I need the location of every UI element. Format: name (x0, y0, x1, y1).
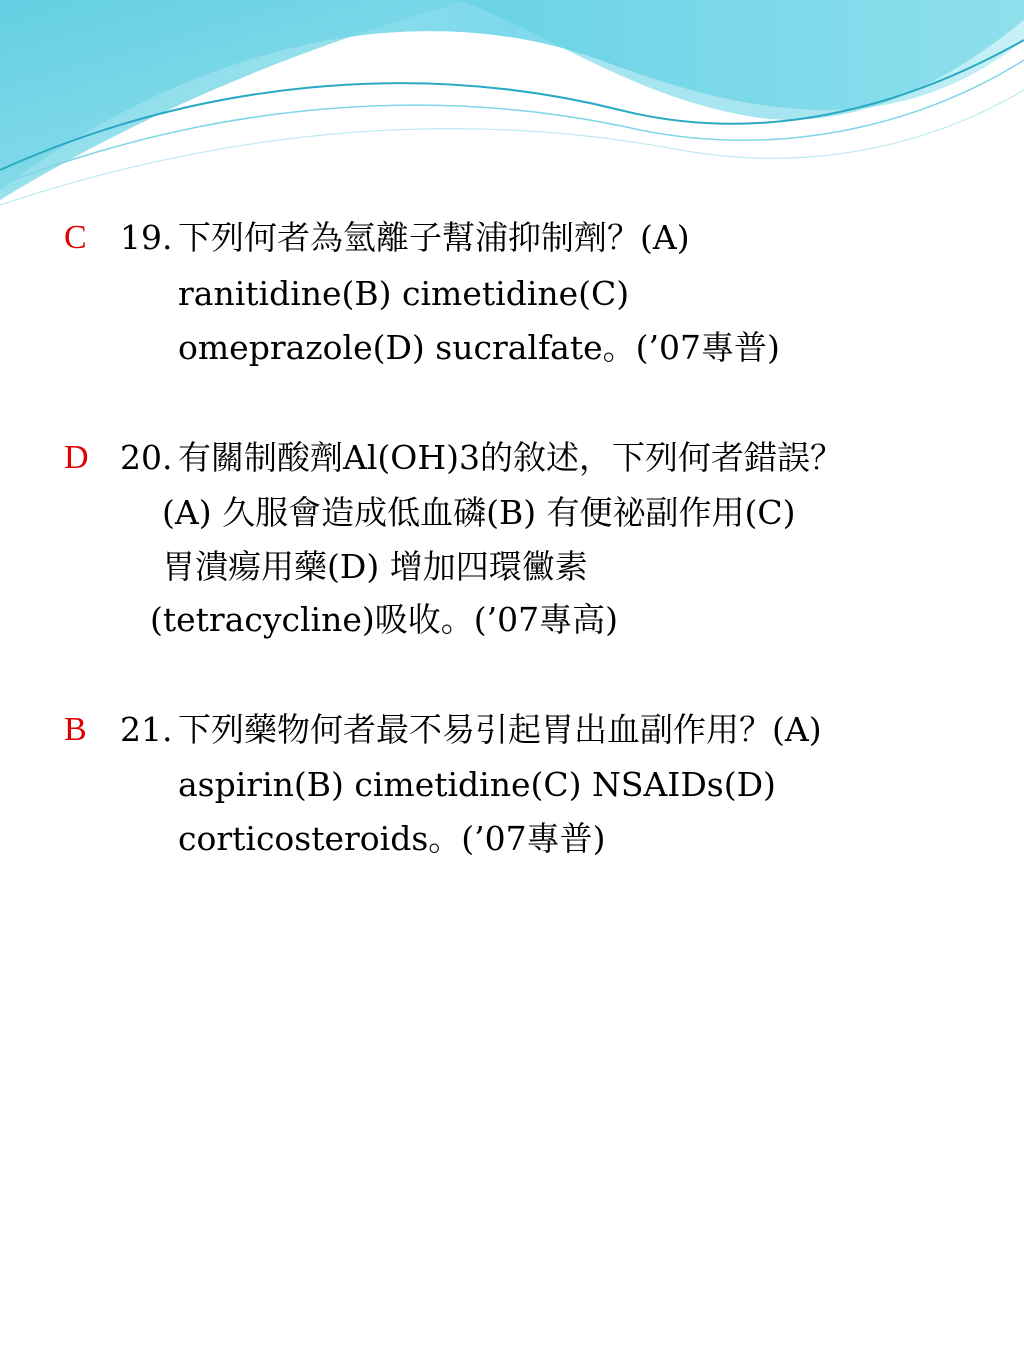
answer-letter: D (64, 439, 89, 476)
question-number: 20. (120, 438, 173, 477)
answer-letter: B (64, 711, 87, 748)
question-line: 胃潰瘍用藥(D) 增加四環黴素 (162, 547, 588, 586)
question-line: corticosteroids。(’07專普) (178, 819, 606, 858)
question-line: 有關制酸劑Al(OH)3的敘述，下列何者錯誤？ (178, 438, 843, 477)
question-number: 21. (120, 710, 173, 749)
question-line: (A) 久服會造成低血磷(B) 有便祕副作用(C) (162, 493, 796, 532)
answer-letter: C (64, 219, 87, 256)
question-line: ranitidine(B) cimetidine(C) (178, 274, 630, 313)
question-line: (tetracycline)吸收。(’07專高) (150, 600, 618, 639)
question-number: 19. (120, 218, 173, 257)
question-line: 下列何者為氫離子幫浦抑制劑？(A) (178, 218, 690, 257)
question-line: omeprazole(D) sucralfate。(’07專普) (178, 328, 780, 367)
question-line: aspirin(B) cimetidine(C) NSAIDs(D) (178, 765, 776, 804)
header-wave-decoration (0, 0, 1024, 230)
question-line: 下列藥物何者最不易引起胃出血副作用？(A) (178, 710, 822, 749)
